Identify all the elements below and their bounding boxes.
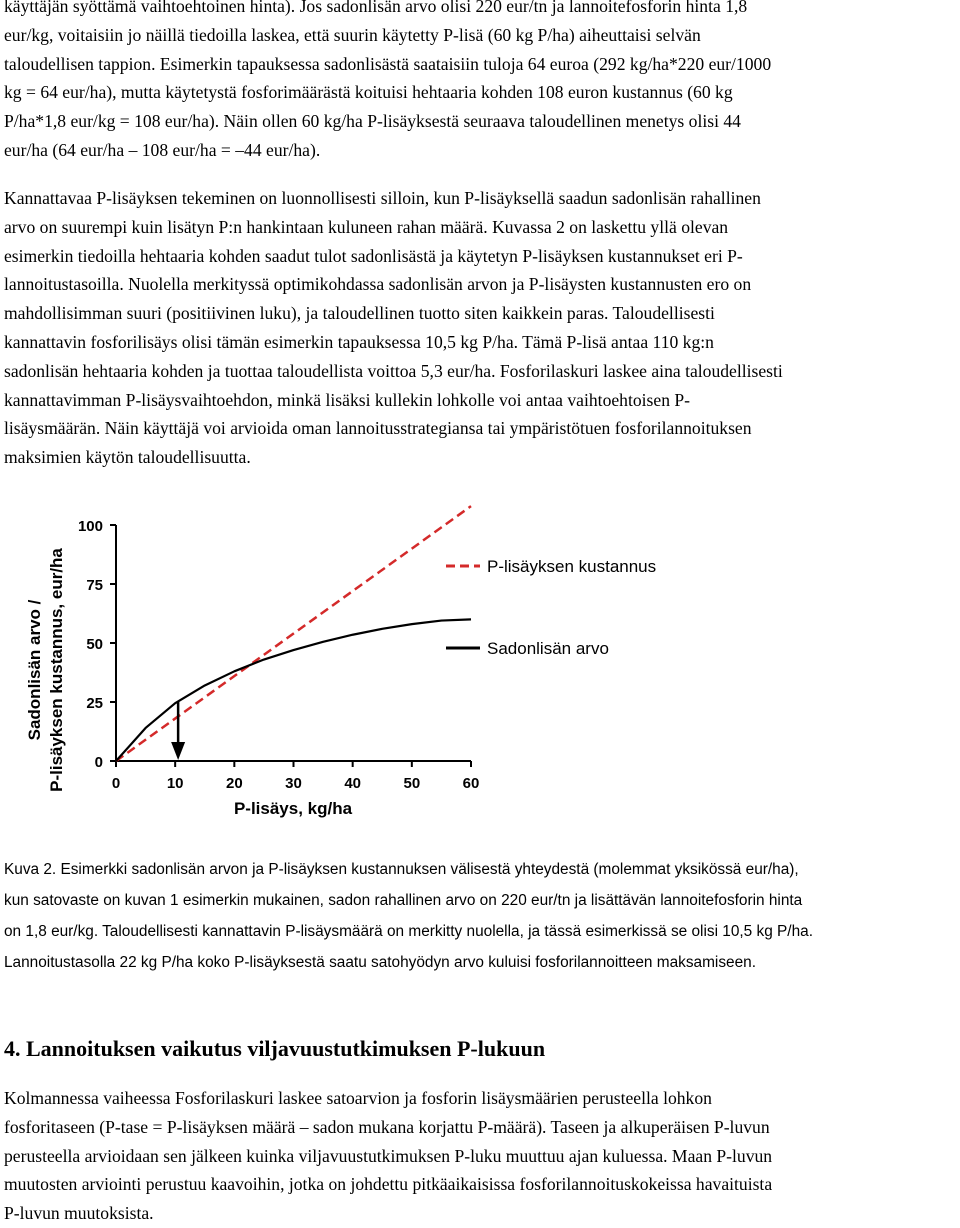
section-heading: 4. Lannoituksen vaikutus viljavuustutkimuksen P-lukuun <box>4 1036 546 1061</box>
x-tick-label: 50 <box>403 775 421 792</box>
y-tick-label: 75 <box>86 577 103 594</box>
series-line-value <box>116 619 471 761</box>
x-ticks <box>112 761 480 792</box>
text-line: kg = 64 eur/ha), mutta käytetystä fosforimäärästä koituisi hehtaaria kohden 108 euron kustannus (60 kg <box>4 82 733 103</box>
paragraph-p-balance <box>4 1084 956 1228</box>
caption-line: Kuva 2. Esimerkki sadonlisän arvon ja P-lisäyksen kustannuksen välisestä yhteydestä (molemmat yksikössä eur/ha), <box>4 861 799 878</box>
y-tick-label: 50 <box>86 636 103 653</box>
x-tick-label: 20 <box>225 775 243 792</box>
text-line: Kolmannessa vaiheessa Fosforilaskuri laskee satoarvion ja fosforin lisäysmäärien perusteella lohkon <box>4 1088 712 1108</box>
paragraph-profitability <box>4 184 956 472</box>
x-tick-label: 40 <box>344 775 362 792</box>
caption-line: Lannoitustasolla 22 kg P/ha koko P-lisäyksestä saatu satohyödyn arvo kuluisi fosforilannoitteen maksamiseen. <box>4 954 756 971</box>
text-line: mahdollisimman suuri (positiivinen luku), ja taloudellinen tuotto siten kaikkein paras. Taloudellisesti <box>4 303 715 324</box>
legend-label-cost: P-lisäyksen kustannus <box>487 557 657 576</box>
text-line: perusteella arvioidaan sen jälkeen kuinka viljavuustutkimuksen P-luku muuttuu ajan kuluessa. Maan P-luvun <box>4 1145 773 1166</box>
y-axis-label <box>25 548 66 792</box>
y-tick-label: 0 <box>94 754 103 771</box>
text-line: sadonlisän hehtaaria kohden ja tuottaa taloudellista voittoa 5,3 eur/ha. Fosforilaskuri laskee aina taloudellisesti <box>4 360 783 381</box>
optimum-arrow-head <box>171 742 185 760</box>
figure-caption <box>4 854 956 978</box>
text-line: eur/ha (64 eur/ha – 108 eur/ha = –44 eur/ha). <box>4 139 321 160</box>
y-axis-label-line1: Sadonlisän arvo / <box>25 599 44 741</box>
text-line: fosforitaseen (P-tase = P-lisäyksen määrä – sadon mukana korjattu P-määrä). Taseen ja alkuperäisen P-luvun <box>4 1116 770 1137</box>
x-tick-label: 0 <box>111 775 121 792</box>
series-layer <box>116 506 471 761</box>
text-line: P-luvun muutoksista. <box>4 1203 154 1224</box>
text-line: lannoitustasoilla. Nuolella merkityssä optimikohdassa sadonlisän arvon ja P-lisäysten kustannusten ero on <box>4 274 752 295</box>
text-line: lisäysmäärän. Näin käyttäjä voi arvioida oman lannoitusstrategiansa tai ympäristötuen fosforilannoituksen <box>4 418 752 439</box>
y-tick-label: 100 <box>77 518 103 535</box>
caption-line: kun satovaste on kuvan 1 esimerkin mukainen, sadon rahallinen arvo on 220 eur/tn ja lisättävän lannoitefosforin hinta <box>4 892 803 909</box>
y-axis-label-line2: P-lisäyksen kustannus, eur/ha <box>47 548 66 792</box>
x-axis-label: P-lisäys, kg/ha <box>233 799 353 818</box>
text-line: P/ha*1,8 eur/kg = 108 eur/ha). Näin ollen 60 kg/ha P-lisäyksestä seuraava taloudellinen menetys olisi 44 <box>4 111 741 132</box>
text-line: Kannattavaa P-lisäyksen tekeminen on luonnollisesti silloin, kun P-lisäyksellä saadun sadonlisän rahallinen <box>4 188 761 208</box>
cost-value-chart <box>0 495 960 840</box>
legend-label-value: Sadonlisän arvo <box>487 639 609 658</box>
x-tick-label: 60 <box>462 775 480 792</box>
text-line: maksimien käytön taloudellisuutta. <box>4 447 251 468</box>
y-ticks <box>78 518 116 771</box>
text-line: kannattavimman P-lisäysvaihtoehdon, minkä lisäksi kullekin lohkolle voi antaa vaihtoehtoisen P- <box>4 389 691 410</box>
annotation-layer <box>171 702 185 760</box>
x-tick-label: 10 <box>166 775 184 792</box>
text-line: arvo on suurempi kuin lisätyn P:n hankintaan kuluneen rahan määrä. Kuvassa 2 on laskettu yllä olevan <box>4 216 729 237</box>
text-line: muutosten arviointi perustuu kaavoihin, jotka on johdettu pitkäaikaisissa fosforilannoituskokeissa havaituista <box>4 1174 773 1195</box>
series-line-cost <box>116 506 471 761</box>
caption-line: on 1,8 eur/kg. Taloudellisesti kannattavin P-lisäysmäärä on merkitty nuolella, ja tässä esimerkissä se olisi 10,5 kg P/ha. <box>4 923 813 940</box>
y-tick-label: 25 <box>86 695 103 712</box>
legend <box>446 557 656 658</box>
paragraph-economic-loss <box>4 0 956 165</box>
text-line: eur/kg, voitaisiin jo näillä tiedoilla laskea, että suurin käytetty P-lisä (60 kg P/ha) aiheuttaisi selvän <box>4 24 701 45</box>
x-tick-label: 30 <box>285 775 302 792</box>
text-line: esimerkin tiedoilla hehtaaria kohden saadut tulot sadonlisästä ja käytetyn P-lisäyksen kustannukset eri P- <box>4 245 743 266</box>
text-line: taloudellisen tappion. Esimerkin tapauksessa sadonlisästä saataisiin tuloja 64 euroa (292 kg/ha*220 eur/1000 <box>4 53 772 74</box>
text-line: käyttäjän syöttämä vaihtoehtoinen hinta). Jos sadonlisän arvo olisi 220 eur/tn ja lannoitefosforin hinta 1,8 <box>4 0 748 16</box>
text-line: kannattavin fosforilisäys olisi tämän esimerkin tapauksessa 10,5 kg P/ha. Tämä P-lisä antaa 110 kg:n <box>4 331 714 352</box>
